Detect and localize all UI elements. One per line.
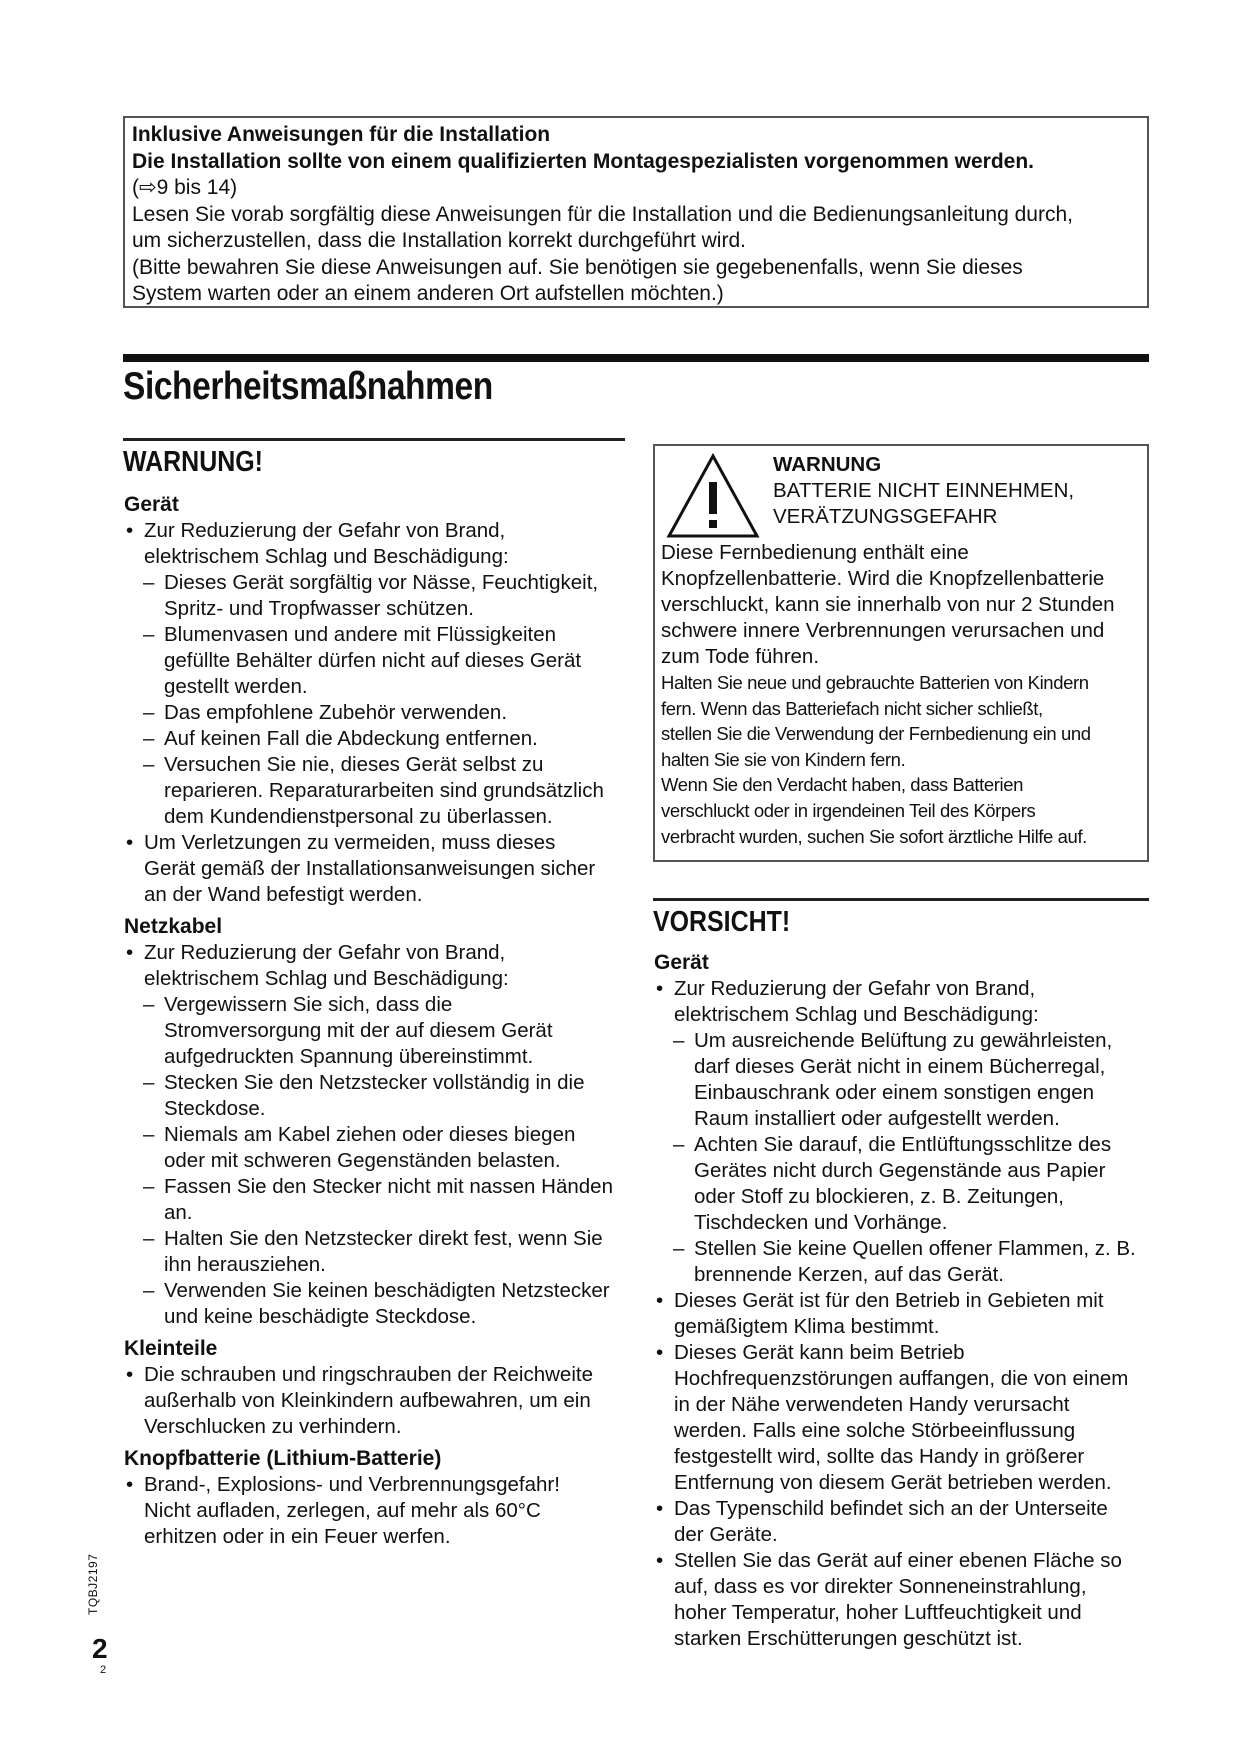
dash-item-line: Stromversorgung mit der auf diesem Gerät	[164, 1019, 553, 1042]
bullet-item-line: gemäßigtem Klima bestimmt.	[674, 1315, 940, 1338]
bullet-item-line: • Um Verletzungen zu vermeiden, muss dieses	[144, 831, 556, 854]
bullet-item-line: • Zur Reduzierung der Gefahr von Brand,	[674, 977, 1036, 1000]
bullet-item-line: elektrischem Schlag und Beschädigung:	[144, 967, 509, 990]
notice-line: Lesen Sie vorab sorgfältig diese Anweisungen für die Installation und die Bedienungsanleitung durch,	[132, 202, 1073, 226]
bullet-item-line: elektrischem Schlag und Beschädigung:	[144, 545, 509, 568]
warning-heading: WARNUNG!	[123, 446, 263, 478]
caution-rule	[653, 898, 1149, 901]
dash-item-line: – Niemals am Kabel ziehen oder dieses biegen	[164, 1123, 576, 1146]
dash-item	[654, 1236, 1154, 1288]
dash-item-line: – Fassen Sie den Stecker nicht mit nassen Händen	[164, 1175, 613, 1198]
bullet-item-line: starken Erschütterungen geschützt ist.	[674, 1627, 1023, 1650]
dash-item-line: aufgedruckten Spannung übereinstimmt.	[164, 1045, 534, 1068]
dash-item-line: – Um ausreichende Belüftung zu gewährleisten,	[694, 1029, 1113, 1052]
page-number-small: 2	[100, 1664, 107, 1676]
battery-warning-line: halten Sie sie von Kindern fern.	[661, 748, 906, 770]
battery-warning-box	[653, 444, 1149, 862]
battery-warning-line: Knopfzellenbatterie. Wird die Knopfzellenbatterie	[661, 567, 1105, 590]
battery-warning-paragraph	[661, 670, 1145, 849]
bullet-item-line: • Dieses Gerät ist für den Betrieb in Gebieten mit	[674, 1289, 1104, 1312]
battery-warning-line: verschluckt oder in irgendeinen Teil des Körpers	[661, 799, 1036, 821]
dash-item	[124, 700, 644, 726]
section-title: Netzkabel	[124, 915, 223, 938]
warning-column	[124, 492, 644, 1550]
dash-item-line: Steckdose.	[164, 1097, 266, 1120]
bullet-item-line: Hochfrequenzstörungen auffangen, die von einem	[674, 1367, 1129, 1390]
bullet-item-line: erhitzen oder in ein Feuer werfen.	[144, 1525, 451, 1548]
dash-item	[124, 1226, 644, 1278]
dash-item	[124, 1174, 644, 1226]
section-title: Gerät	[654, 951, 709, 974]
bullet-item-line: hoher Temperatur, hoher Luftfeuchtigkeit und	[674, 1601, 1082, 1624]
battery-warning-line: verbracht wurden, suchen Sie sofort ärztliche Hilfe auf.	[661, 825, 1087, 847]
dash-item-line: – Halten Sie den Netzstecker direkt fest, wenn Sie	[164, 1227, 603, 1250]
heading-rule	[123, 354, 1149, 362]
bullet-item-line: festgestellt wird, sollte das Handy in größerer	[674, 1445, 1085, 1468]
bullet-item	[124, 518, 644, 570]
dash-item-line: ihn herausziehen.	[164, 1253, 326, 1276]
battery-warning-title: WARNUNG	[773, 453, 882, 476]
battery-warning-head: BATTERIE NICHT EINNEHMEN,	[773, 479, 1075, 502]
notice-subtitle: Die Installation sollte von einem qualifizierten Montagespezialisten vorgenommen werden.	[132, 149, 1035, 173]
bullet-item-line: in der Nähe verwendeten Handy verursacht	[674, 1393, 1070, 1416]
warning-triangle-icon	[665, 452, 761, 540]
dash-item	[124, 752, 644, 830]
dash-item-line: – Das empfohlene Zubehör verwenden.	[164, 701, 508, 724]
bullet-item	[654, 1340, 1154, 1496]
bullet-item	[654, 1288, 1154, 1340]
notice-line: um sicherzustellen, dass die Installation korrekt durchgeführt wird.	[132, 229, 746, 252]
bullet-item-line: • Stellen Sie das Gerät auf einer ebenen Fläche so	[674, 1549, 1122, 1572]
notice-page-ref: (⇨9 bis 14)	[132, 176, 238, 199]
dash-item	[124, 570, 644, 622]
dash-item-line: und keine beschädigte Steckdose.	[164, 1305, 477, 1328]
battery-warning-head: VERÄTZUNGSGEFAHR	[773, 505, 998, 528]
battery-warning-header	[773, 452, 1074, 530]
battery-warning-line: zum Tode führen.	[661, 645, 820, 668]
caution-column	[654, 950, 1154, 1652]
dash-item-line: Gerätes nicht durch Gegenstände aus Papier	[694, 1159, 1106, 1182]
bullet-item	[124, 830, 644, 908]
dash-item-line: gefüllte Behälter dürfen nicht auf dieses Gerät	[164, 649, 582, 672]
bullet-item-line: • Zur Reduzierung der Gefahr von Brand,	[144, 519, 506, 542]
dash-item-line: darf dieses Gerät nicht in einem Bücherregal,	[694, 1055, 1106, 1078]
document-code: TQBJ2197	[86, 1553, 100, 1615]
section-title: Gerät	[124, 493, 179, 516]
page-number: 2	[92, 1633, 108, 1664]
warning-rule	[123, 438, 625, 441]
bullet-item	[124, 1362, 644, 1440]
battery-warning-body	[661, 540, 1145, 849]
battery-warning-paragraph	[661, 540, 1145, 670]
dash-item	[654, 1132, 1154, 1236]
bullet-item-line: Entfernung von diesem Gerät betrieben werden.	[674, 1471, 1112, 1494]
bullet-item-line: der Geräte.	[674, 1523, 778, 1546]
bullet-item-line: außerhalb von Kleinkindern aufbewahren, um ein	[144, 1389, 591, 1412]
battery-warning-line: Wenn Sie den Verdacht haben, dass Batterien	[661, 774, 1023, 796]
dash-item-line: dem Kundendienstpersonal zu überlassen.	[164, 805, 553, 828]
bullet-item	[654, 1496, 1154, 1548]
dash-item-line: – Versuchen Sie nie, dieses Gerät selbst zu	[164, 753, 544, 776]
dash-item	[124, 726, 644, 752]
dash-item-line: Einbauschrank oder einem sonstigen engen	[694, 1081, 1095, 1104]
bullet-item-line: • Dieses Gerät kann beim Betrieb	[674, 1341, 965, 1364]
bullet-item	[124, 940, 644, 992]
dash-item-line: – Stecken Sie den Netzstecker vollständig in die	[164, 1071, 585, 1094]
battery-warning-line: stellen Sie die Verwendung der Fernbedienung ein und	[661, 723, 1091, 745]
dash-item	[654, 1028, 1154, 1132]
dash-item-line: Raum installiert oder aufgestellt werden.	[694, 1107, 1060, 1130]
dash-item	[124, 1278, 644, 1330]
dash-item-line: – Stellen Sie keine Quellen offener Flammen, z. B.	[694, 1237, 1136, 1260]
bullet-item	[654, 1548, 1154, 1652]
bullet-item-line: an der Wand befestigt werden.	[144, 883, 423, 906]
dash-item-line: – Auf keinen Fall die Abdeckung entfernen.	[164, 727, 538, 750]
dash-item-line: an.	[164, 1201, 193, 1224]
bullet-item-line: elektrischem Schlag und Beschädigung:	[674, 1003, 1039, 1026]
dash-item	[124, 1122, 644, 1174]
dash-item-line: – Dieses Gerät sorgfältig vor Nässe, Feuchtigkeit,	[164, 571, 599, 594]
bullet-item-line: werden. Falls eine solche Störbeeinflussung	[674, 1419, 1076, 1442]
notice-line: (Bitte bewahren Sie diese Anweisungen auf. Sie benötigen sie gegebenenfalls, wenn Sie dieses	[132, 255, 1023, 279]
section-title: Kleinteile	[124, 1337, 218, 1360]
bullet-item-line: • Zur Reduzierung der Gefahr von Brand,	[144, 941, 506, 964]
caution-heading: VORSICHT!	[653, 906, 791, 938]
installation-notice-box	[123, 116, 1149, 308]
dash-item-line: – Achten Sie darauf, die Entlüftungsschlitze des	[694, 1133, 1112, 1156]
dash-item-line: brennende Kerzen, auf das Gerät.	[694, 1263, 1004, 1286]
battery-warning-line: Diese Fernbedienung enthält eine	[661, 541, 969, 564]
battery-warning-line: verschluckt, kann sie innerhalb von nur 2 Stunden	[661, 593, 1115, 616]
bullet-item-line: auf, dass es vor direkter Sonneneinstrahlung,	[674, 1575, 1087, 1598]
bullet-item	[124, 1472, 644, 1550]
dash-item-line: oder Stoff zu blockieren, z. B. Zeitungen,	[694, 1185, 1064, 1208]
dash-item-line: – Verwenden Sie keinen beschädigten Netzstecker	[164, 1279, 610, 1302]
notice-title: Inklusive Anweisungen für die Installation	[132, 123, 551, 146]
dash-item	[124, 992, 644, 1070]
dash-item-line: reparieren. Reparaturarbeiten sind grundsätzlich	[164, 779, 604, 802]
dash-item-line: Spritz- und Tropfwasser schützen.	[164, 597, 474, 620]
bullet-item	[654, 976, 1154, 1028]
notice-line: System warten oder an einem anderen Ort aufstellen möchten.)	[132, 282, 724, 305]
battery-warning-line: Halten Sie neue und gebrauchte Batterien von Kindern	[661, 672, 1089, 693]
dash-item-line: Tischdecken und Vorhänge.	[694, 1211, 948, 1234]
bullet-item-line: Nicht aufladen, zerlegen, auf mehr als 60°C	[144, 1499, 541, 1522]
bullet-item-line: Gerät gemäß der Installationsanweisungen sicher	[144, 857, 596, 880]
dash-item	[124, 1070, 644, 1122]
bullet-item-line: • Das Typenschild befindet sich an der Unterseite	[674, 1497, 1108, 1520]
bullet-item-line: • Brand-, Explosions- und Verbrennungsgefahr!	[144, 1473, 560, 1496]
page-title: Sicherheitsmaßnahmen	[123, 365, 493, 408]
dash-item-line: – Vergewissern Sie sich, dass die	[164, 993, 453, 1016]
dash-item-line: oder mit schweren Gegenständen belasten.	[164, 1149, 561, 1172]
battery-warning-line: schwere innere Verbrennungen verursachen und	[661, 619, 1105, 642]
dash-item	[124, 622, 644, 700]
dash-item-line: gestellt werden.	[164, 675, 308, 698]
section-title: Knopfbatterie (Lithium-Batterie)	[124, 1447, 442, 1470]
bullet-item-line: • Die schrauben und ringschrauben der Reichweite	[144, 1363, 593, 1386]
bullet-item-line: Verschlucken zu verhindern.	[144, 1415, 402, 1438]
dash-item-line: – Blumenvasen und andere mit Flüssigkeiten	[164, 623, 556, 646]
battery-warning-line: fern. Wenn das Batteriefach nicht sicher schließt,	[661, 697, 1043, 719]
